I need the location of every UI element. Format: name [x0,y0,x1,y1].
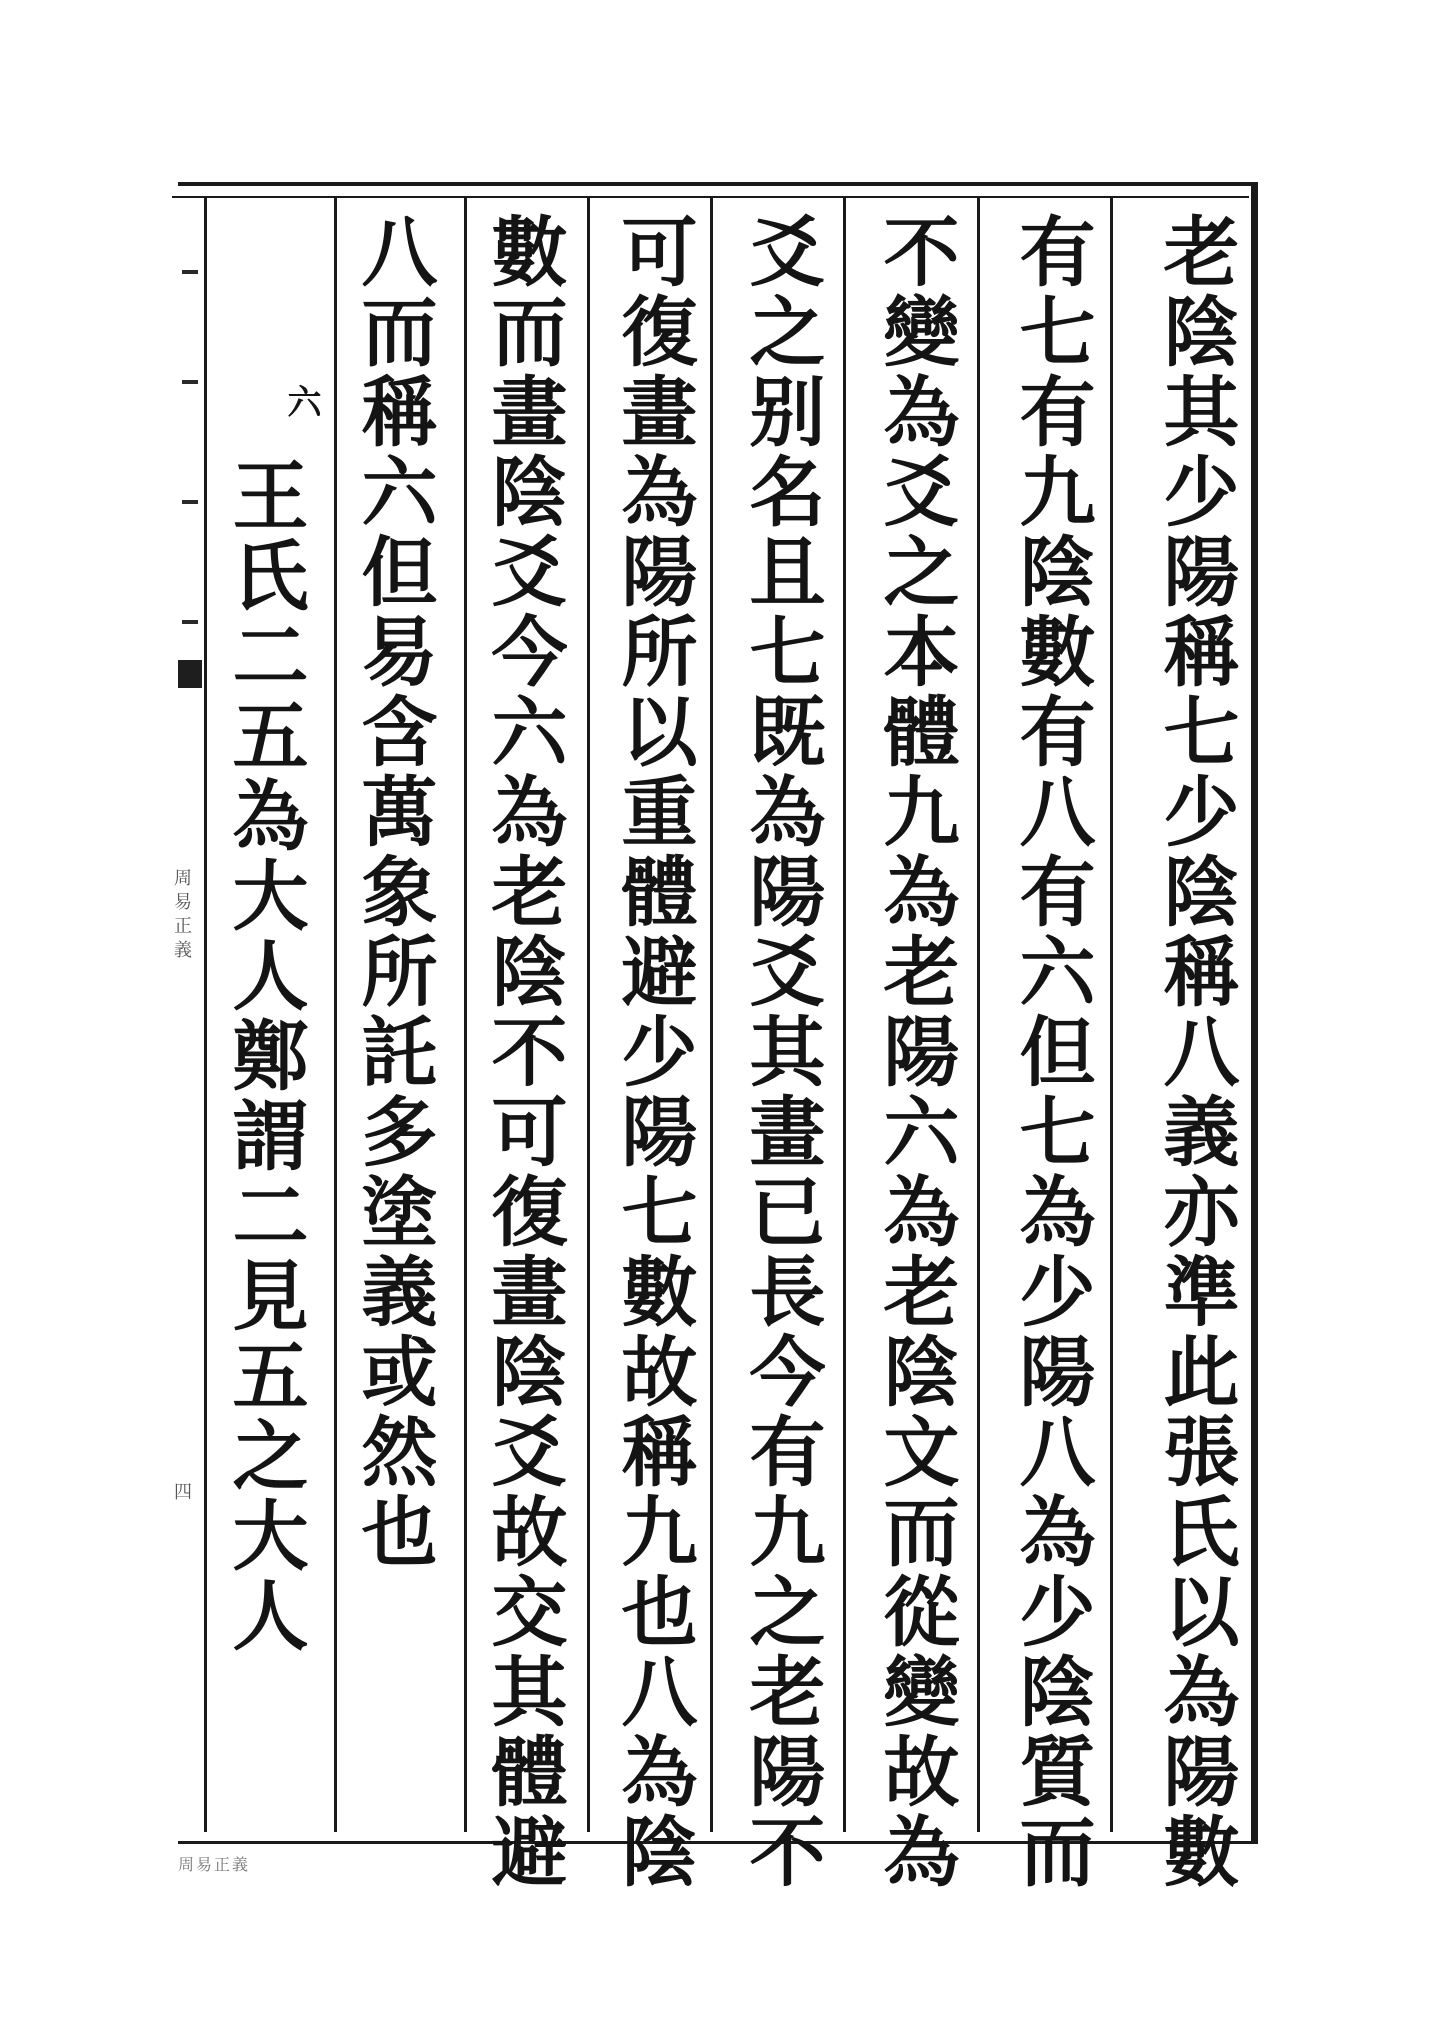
column-rule [843,196,846,1832]
text-column-6: 數而畫陰爻今六為老陰不可復畫陰爻故交其體避 [479,212,568,1892]
text-column-4: 爻之别名且七既為陽爻其畫已長今有九之老陽不 [737,212,826,1892]
text-column-5: 可復畫為陽所以重體避少陽七數故稱九也八為陰 [609,212,698,1892]
margin-tick [182,500,198,504]
margin-title: 周易正義 [171,868,192,964]
text-column-2: 有七有九陰數有八有六但七為少陽八為少陰質而 [1007,212,1096,1892]
column-rule [710,196,713,1832]
text-column-7: 八而稱六但易含萬象所託多塗義或然也 [349,212,438,1572]
text-column-3: 不變為爻之本體九為老陽六為老陰文而從變故為 [871,212,960,1892]
text-column-1: 老陰其少陽稱七少陰稱八義亦準此張氏以為陽數 [1151,212,1240,1892]
page-number: 四 [174,1482,192,1503]
margin-tick [182,270,198,274]
column-rule [1110,196,1113,1832]
text-column-8: 王氏二五為大人鄭謂二見五之大人 [220,456,309,1656]
column-rule [977,196,980,1832]
column-rule [464,196,467,1832]
margin-block [178,660,202,688]
column-rule [334,196,337,1832]
margin-tick [182,380,198,384]
column-rule [587,196,590,1832]
margin-tick [182,620,198,624]
bottom-mark: 周易正義 [178,1855,251,1874]
small-note: 六 [281,384,321,418]
